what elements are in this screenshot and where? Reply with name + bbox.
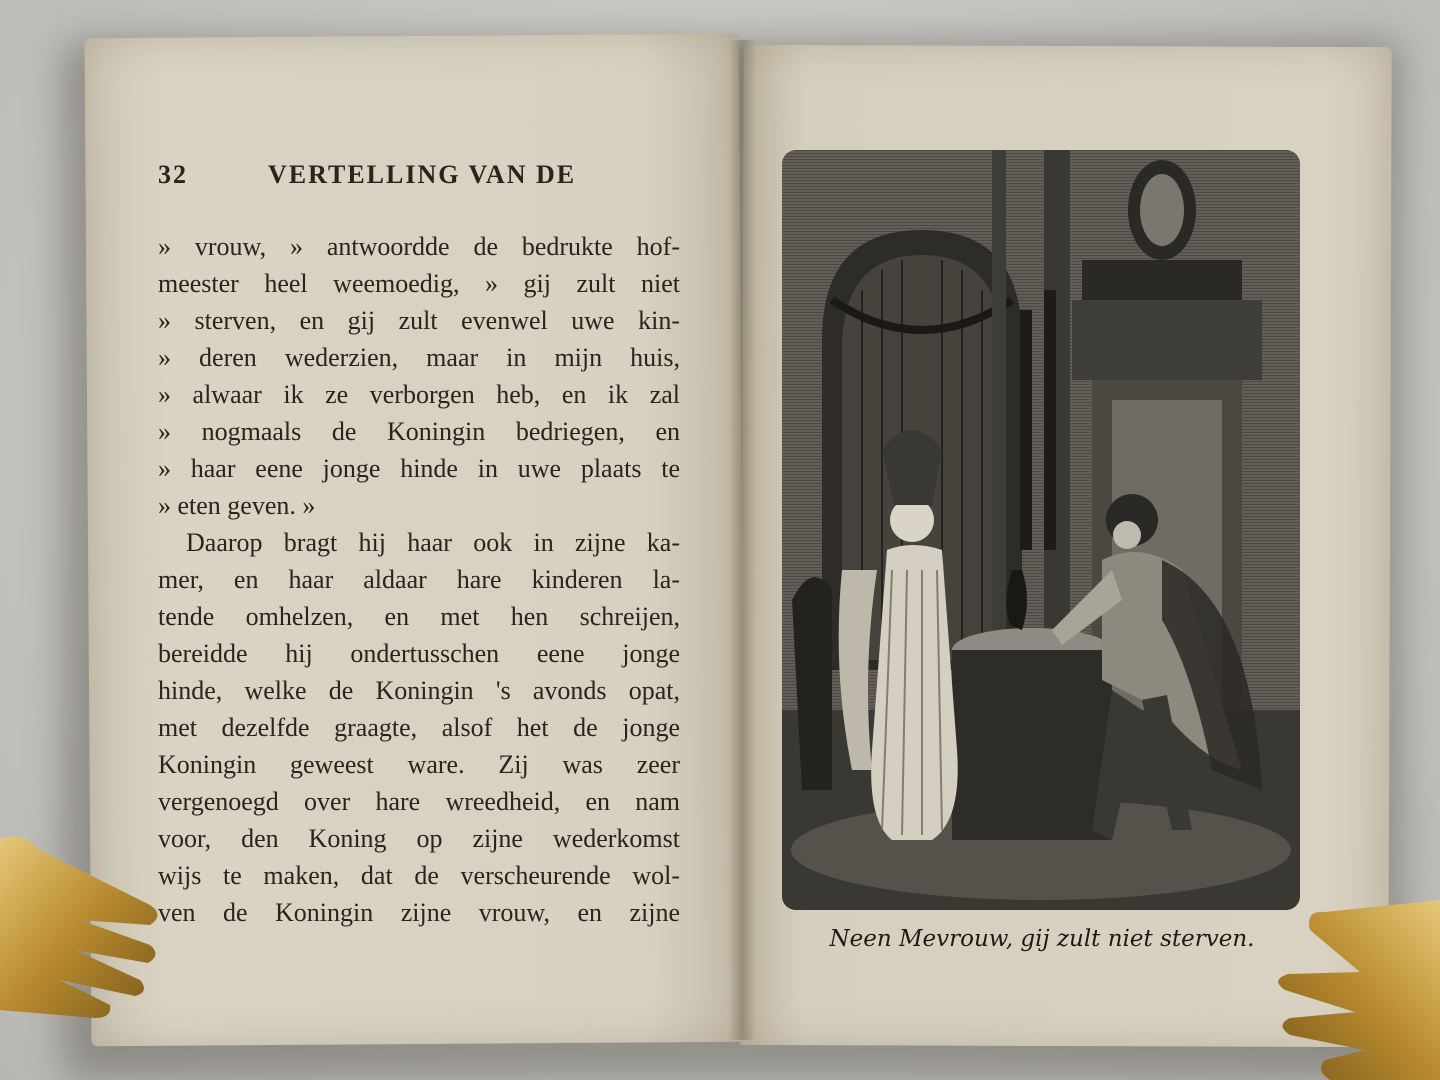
text-line: voor, den Koning op zijne wederkomst — [158, 824, 680, 853]
illustration-caption: Neen Mevrouw, gij zult niet sterven. — [829, 926, 1255, 952]
text-line: » nogmaals de Koningin bedriegen, en — [158, 417, 680, 446]
text-line: hinde, welke de Koningin 's avonds opat, — [158, 676, 680, 705]
text-line: met dezelfde graagte, alsof het de jonge — [158, 713, 680, 742]
text-line: mer, en haar aldaar hare kinderen la- — [158, 565, 680, 594]
text-line: Koningin geweest ware. Zij was zeer — [158, 750, 680, 779]
right-brass-hand-icon — [1270, 890, 1440, 1080]
text-line: » haar eene jonge hinde in uwe plaats te — [158, 454, 680, 483]
text-line: » vrouw, » antwoordde de bedrukte hof- — [158, 232, 680, 261]
running-head-title: VERTELLING VAN DE — [268, 160, 577, 189]
left-brass-hand-icon — [0, 820, 170, 1020]
text-line: vergenoegd over hare wreedheid, en nam — [158, 787, 680, 816]
text-line: Daarop bragt hij haar ook in zijne ka- — [186, 528, 680, 557]
engraving-illustration — [782, 150, 1300, 910]
page-number: 32 — [158, 160, 188, 189]
text-line: bereidde hij ondertusschen eene jonge — [158, 639, 680, 668]
text-line: meester heel weemoedig, » gij zult niet — [158, 269, 680, 298]
text-line: tende omhelzen, en met hen schreijen, — [158, 602, 680, 631]
text-line: wijs te maken, dat de verscheurende wol- — [158, 861, 680, 890]
text-line: ven de Koningin zijne vrouw, en zijne — [158, 898, 680, 927]
book-gutter — [728, 40, 756, 1040]
text-line: » alwaar ik ze verborgen heb, en ik zal — [158, 380, 680, 409]
text-line: » eten geven. » — [158, 491, 316, 520]
text-line: » deren wederzien, maar in mijn huis, — [158, 343, 680, 372]
text-line: » sterven, en gij zult evenwel uwe kin- — [158, 306, 680, 335]
body-text — [158, 228, 680, 931]
engraving-scene — [782, 150, 1300, 910]
